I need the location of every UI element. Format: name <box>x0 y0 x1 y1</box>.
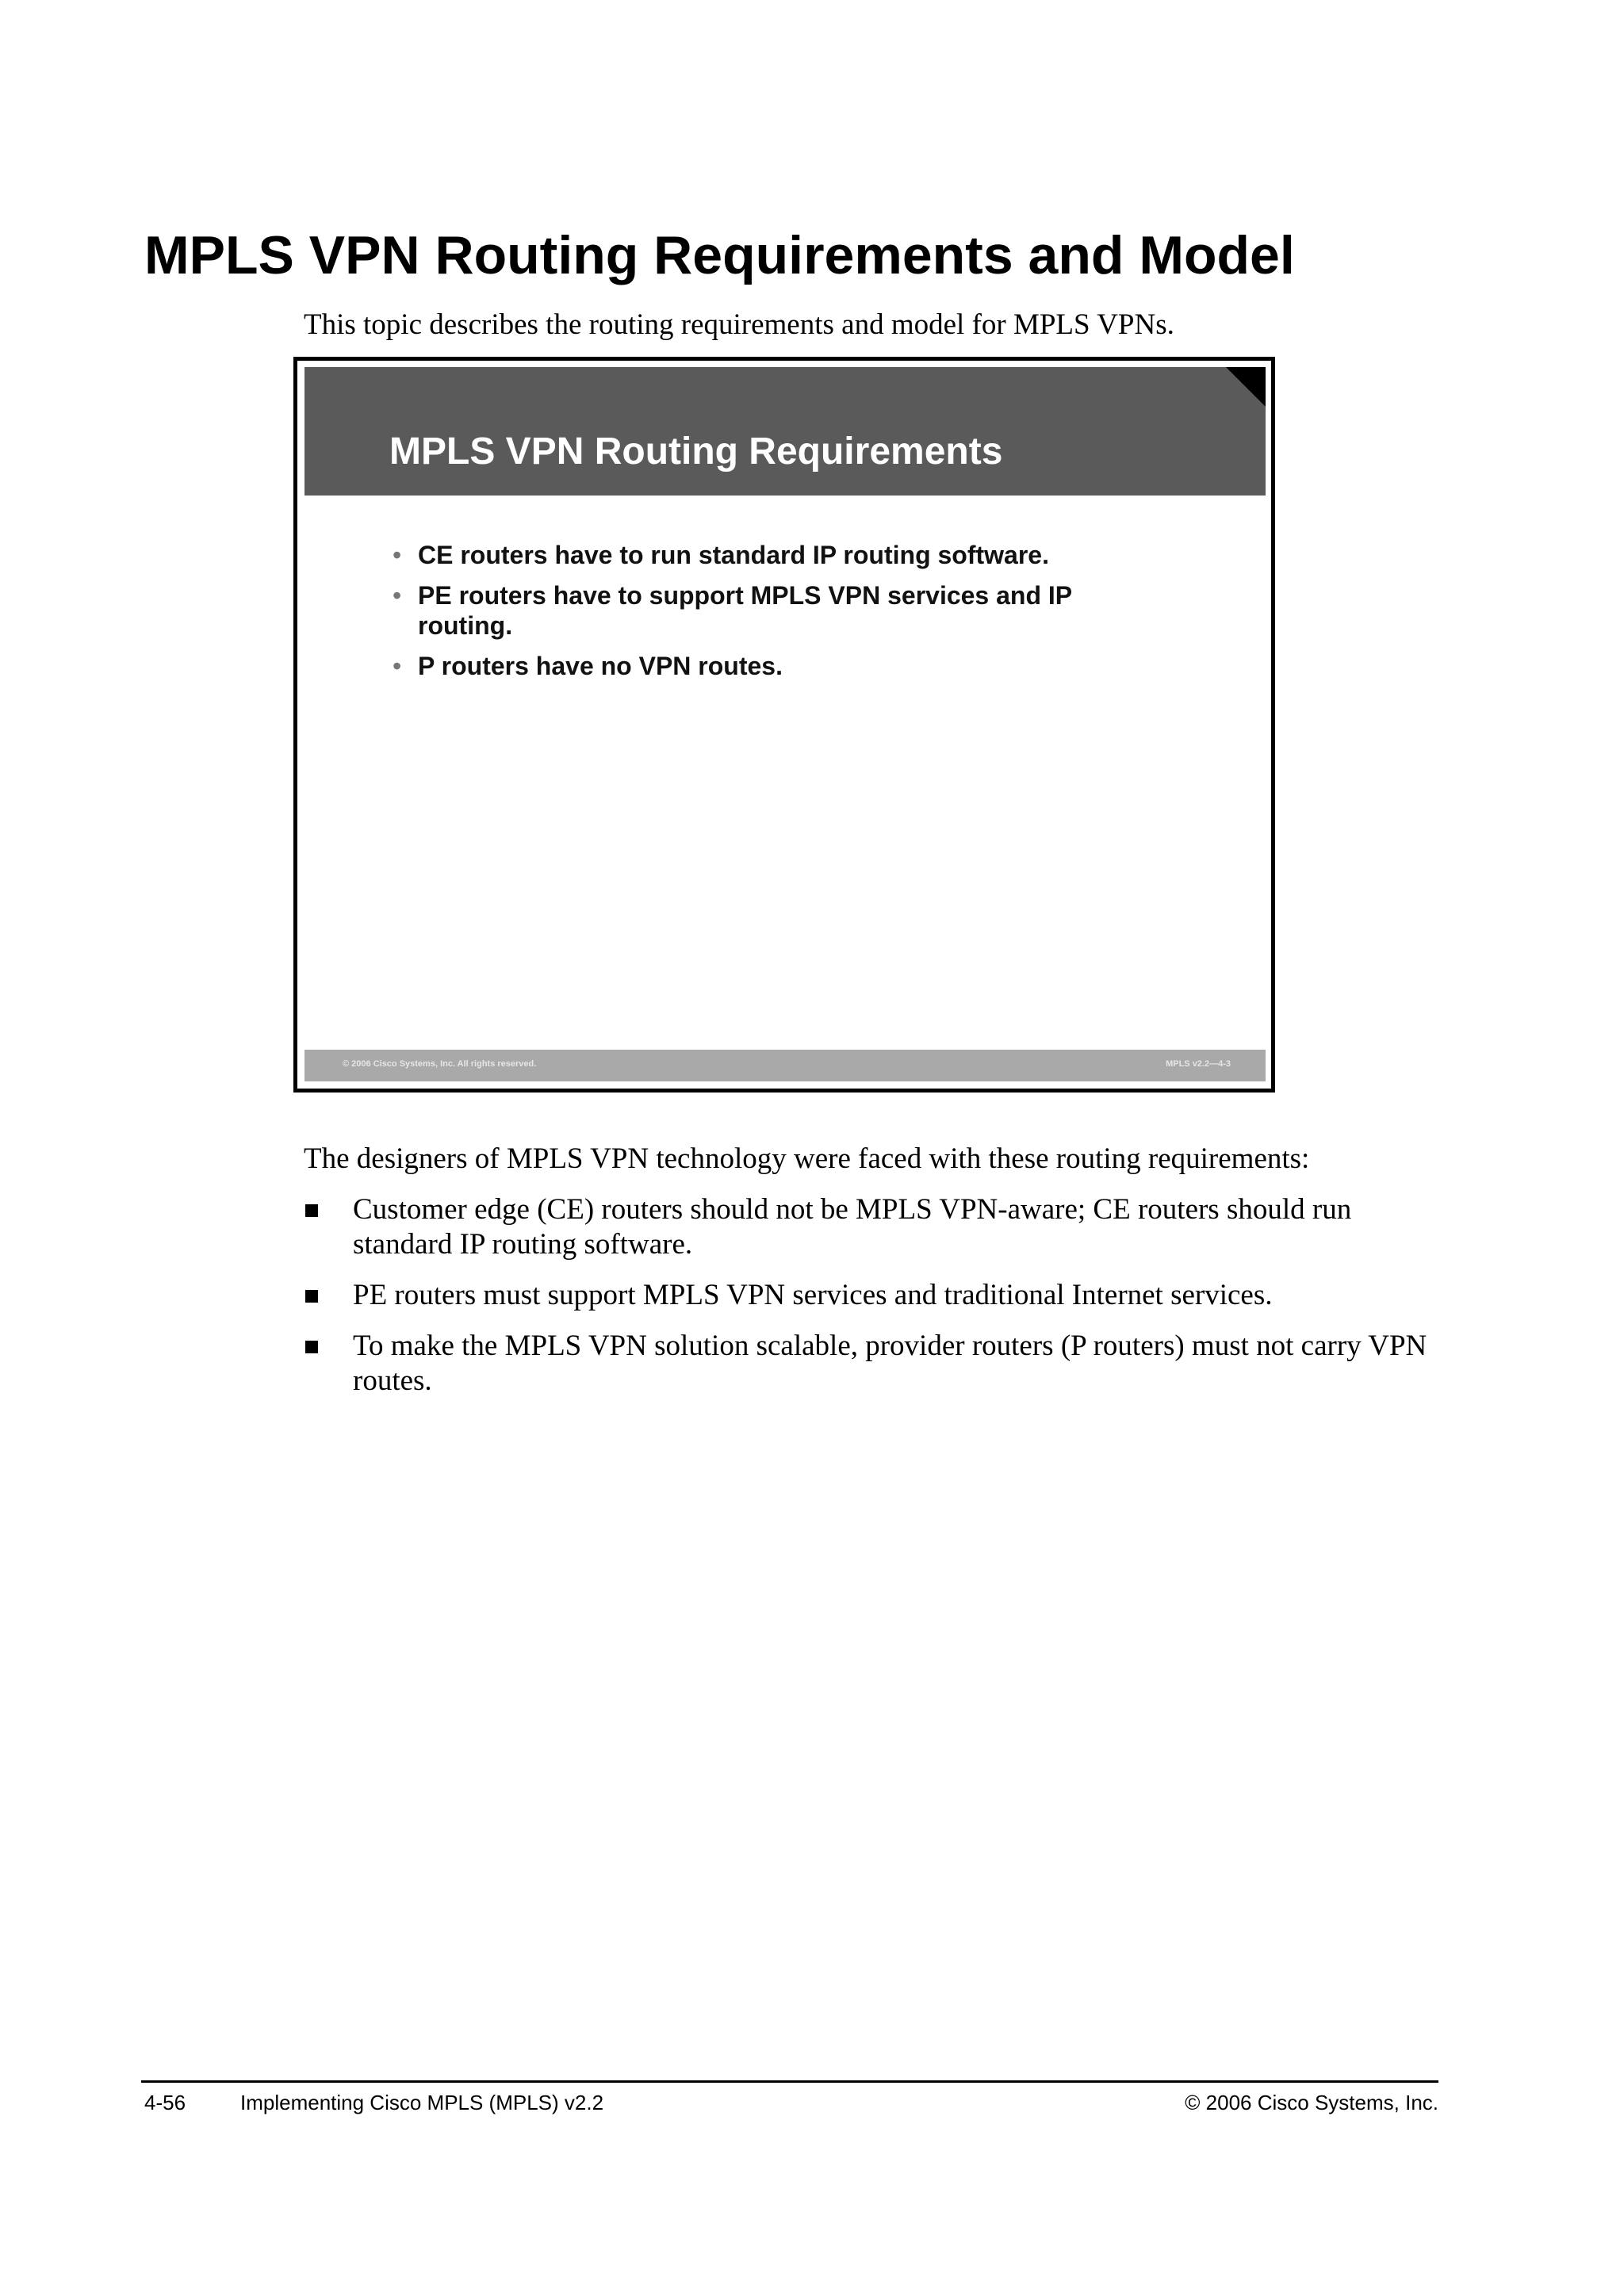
bullet-dot-icon: • <box>393 652 402 680</box>
slide-title: MPLS VPN Routing Requirements <box>389 430 1003 473</box>
square-bullet-icon <box>305 1204 318 1217</box>
slide-footer-copyright: © 2006 Cisco Systems, Inc. All rights reserved. <box>343 1059 537 1069</box>
footer-copyright: © 2006 Cisco Systems, Inc. <box>1185 2091 1438 2114</box>
bullet-dot-icon: • <box>393 541 402 569</box>
slide-header <box>304 367 1266 496</box>
body-bullet <box>304 1278 1446 1313</box>
slide-bullet <box>393 580 1106 641</box>
slide-bullet-list <box>393 540 1106 691</box>
slide-bullet-text: P routers have no VPN routes. <box>418 652 783 680</box>
body-bullet-list <box>304 1192 1446 1414</box>
square-bullet-icon <box>305 1290 318 1303</box>
page-title: MPLS VPN Routing Requirements and Model <box>144 225 1295 285</box>
slide-footer <box>304 1050 1266 1081</box>
body-lead-text: The designers of MPLS VPN technology were faced with these routing requirements: <box>304 1142 1310 1175</box>
slide-bullet-text: PE routers have to support MPLS VPN services and IP routing. <box>418 581 1072 640</box>
footer-divider <box>141 2080 1438 2083</box>
body-bullet <box>304 1192 1446 1262</box>
slide-bullet <box>393 651 1106 681</box>
slide-figure <box>293 357 1275 1093</box>
slide-footer-code: MPLS v2.2—4-3 <box>1166 1059 1231 1069</box>
intro-text: This topic describes the routing requirements and model for MPLS VPNs. <box>304 308 1174 341</box>
bullet-dot-icon: • <box>393 581 402 610</box>
body-bullet <box>304 1329 1446 1399</box>
body-bullet-text: To make the MPLS VPN solution scalable, provider routers (P routers) must not carry VPN routes. <box>353 1330 1427 1397</box>
body-bullet-text: Customer edge (CE) routers should not be MPLS VPN-aware; CE routers should run standard IP routing software. <box>353 1193 1352 1261</box>
slide-bullet-text: CE routers have to run standard IP routing software. <box>418 541 1049 569</box>
body-bullet-text: PE routers must support MPLS VPN services and traditional Internet services. <box>353 1279 1273 1311</box>
slide-corner-mark <box>1226 367 1266 407</box>
slide-bullet <box>393 540 1106 570</box>
footer-course-title: Implementing Cisco MPLS (MPLS) v2.2 <box>240 2091 604 2114</box>
footer-page-number: 4-56 <box>144 2091 186 2114</box>
square-bullet-icon <box>305 1341 318 1353</box>
